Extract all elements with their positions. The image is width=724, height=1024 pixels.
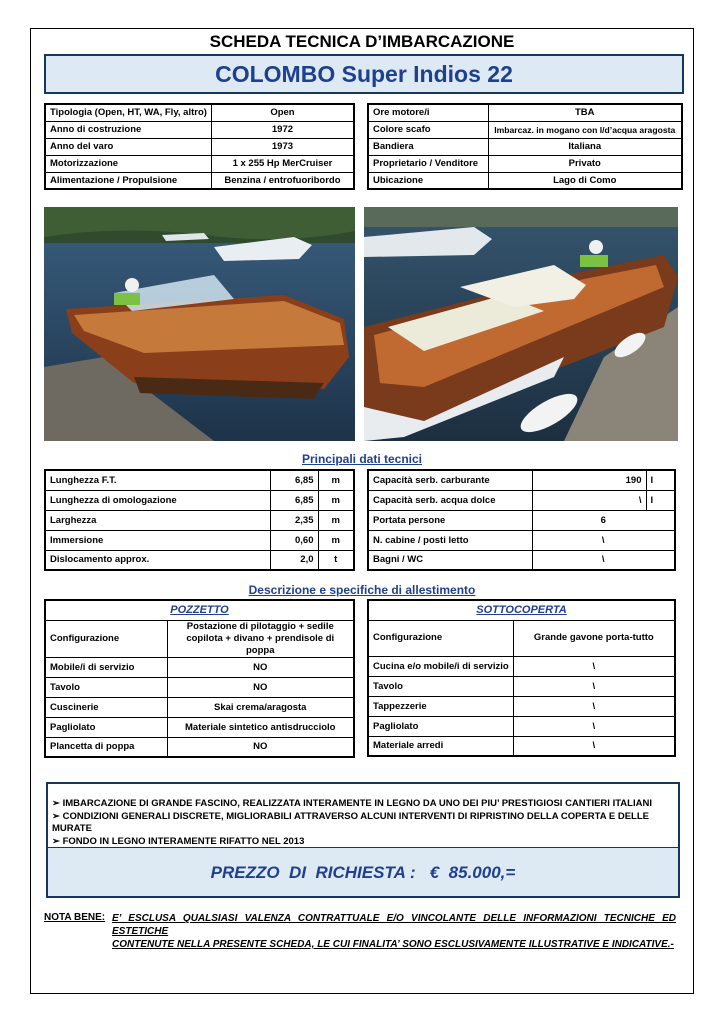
spec-row [45, 121, 354, 138]
fitout-row [368, 716, 675, 736]
note-item: ➢ IMBARCAZIONE DI GRANDE FASCINO, REALIZZATA INTERAMENTE IN LEGNO DA UNO DEI PIU’ PRESTIGIOSI CANTIERI ITALIANI [52, 798, 678, 811]
spec-label: Tipologia (Open, HT, WA, Fly, altro) [45, 104, 211, 121]
fitout-label: Configurazione [368, 620, 513, 656]
spec-value: TBA [488, 104, 682, 121]
disclaimer-label: NOTA BENE: [44, 912, 106, 923]
data-unit: m [318, 530, 354, 550]
fitout-label: Configurazione [45, 620, 167, 657]
fitout-label: Cucina e/o mobile/i di servizio [368, 656, 513, 676]
section-heading-dati-tecnici: Principali dati tecnici [301, 452, 423, 466]
spec-row [45, 138, 354, 155]
data-label: Immersione [45, 530, 270, 550]
data-row [368, 550, 675, 570]
fitout-row [45, 737, 354, 757]
data-label: Capacità serb. carburante [368, 470, 532, 490]
data-value: 6,85 [270, 490, 318, 510]
fitout-label: Pagliolato [368, 716, 513, 736]
data-unit: t [318, 550, 354, 570]
fitout-value: NO [167, 677, 354, 697]
fitout-row [45, 697, 354, 717]
spec-row [368, 138, 682, 155]
spec-label: Bandiera [368, 138, 488, 155]
spec-value: 1 x 255 Hp MerCruiser [211, 155, 354, 172]
spec-value: Benzina / entrofuoribordo [211, 172, 354, 189]
fitout-label: Plancetta di poppa [45, 737, 167, 757]
data-value: 6,85 [270, 470, 318, 490]
spec-row [368, 155, 682, 172]
fitout-value: Postazione di pilotaggio + sedile copilota + divano + prendisole di poppa [167, 620, 354, 657]
sottocoperta-table [367, 599, 676, 757]
spec-value: Imbarcaz. in mogano con l/d’acqua aragosta [488, 121, 682, 138]
data-unit: m [318, 470, 354, 490]
data-label: Lunghezza di omologazione [45, 490, 270, 510]
fitout-label: Mobile/i di servizio [45, 657, 167, 677]
fitout-label: Cuscinerie [45, 697, 167, 717]
data-value: \ [532, 530, 675, 550]
spec-row [45, 155, 354, 172]
pozzetto-caption: POZZETTO [45, 600, 354, 620]
data-row [45, 510, 354, 530]
fitout-value: NO [167, 657, 354, 677]
disclaimer-line: CONTENUTE NELLA PRESENTE SCHEDA, LE CUI FINALITA’ SONO ESCLUSIVAMENTE ILLUSTRATIVE E INDICATIVE.- [112, 939, 674, 950]
sottocoperta-caption: SOTTOCOPERTA [368, 600, 675, 620]
data-row [45, 550, 354, 570]
fitout-label: Tavolo [368, 676, 513, 696]
data-label: Larghezza [45, 510, 270, 530]
data-value: 6 [532, 510, 675, 530]
spec-value: 1972 [211, 121, 354, 138]
note-item: ➢ FONDO IN LEGNO INTERAMENTE RIFATTO NEL 2013 [52, 836, 678, 849]
data-label: Capacità serb. acqua dolce [368, 490, 532, 510]
disclaimer-line: E’ ESCLUSA QUALSIASI VALENZA CONTRATTUALE E/O VINCOLANTE DELLE INFORMAZIONI TECNICHE ED ESTETICHE [112, 913, 676, 937]
fitout-value: \ [513, 716, 675, 736]
price-band [48, 847, 678, 896]
data-value: 190 [532, 470, 646, 490]
data-label: Dislocamento approx. [45, 550, 270, 570]
pozzetto-table [44, 599, 355, 758]
spec-label: Proprietario / Venditore [368, 155, 488, 172]
spec-value: 1973 [211, 138, 354, 155]
note-item: ➢ CONDIZIONI GENERALI DISCRETE, MIGLIORABILI ATTRAVERSO ALCUNI INTERVENTI DI RIPRISTINO DELLA COPERTA E DELLE MURATE [52, 811, 678, 836]
spec-value: Lago di Como [488, 172, 682, 189]
data-label: Bagni / WC [368, 550, 532, 570]
data-label: Portata persone [368, 510, 532, 530]
general-specs-left [44, 103, 355, 190]
spec-row [45, 172, 354, 189]
notes-list [52, 798, 678, 848]
spec-label: Ubicazione [368, 172, 488, 189]
spec-row [368, 104, 682, 121]
fitout-row [368, 620, 675, 656]
data-row [45, 470, 354, 490]
general-specs-right [367, 103, 683, 190]
section-heading-allestimento: Descrizione e specifiche di allestimento [248, 583, 476, 597]
spec-row [368, 172, 682, 189]
data-unit: m [318, 510, 354, 530]
data-value: 2,0 [270, 550, 318, 570]
fitout-value: \ [513, 656, 675, 676]
data-value: 0,60 [270, 530, 318, 550]
fitout-value: Skai crema/aragosta [167, 697, 354, 717]
data-label: N. cabine / posti letto [368, 530, 532, 550]
technical-data-left [44, 469, 355, 571]
data-row [45, 490, 354, 510]
data-value: \ [532, 550, 675, 570]
notes-box [46, 782, 680, 898]
disclaimer-text [112, 912, 676, 951]
data-row [45, 530, 354, 550]
fitout-value: Materiale sintetico antisdrucciolo [167, 717, 354, 737]
spec-value: Open [211, 104, 354, 121]
spec-value: Privato [488, 155, 682, 172]
fitout-row [45, 657, 354, 677]
fitout-row [368, 696, 675, 716]
technical-data-right [367, 469, 676, 571]
spec-row [45, 104, 354, 121]
spec-value: Italiana [488, 138, 682, 155]
spec-label: Colore scafo [368, 121, 488, 138]
fitout-value: \ [513, 676, 675, 696]
spec-label: Ore motore/i [368, 104, 488, 121]
fitout-row [368, 656, 675, 676]
boat-model-title: COLOMBO Super Indios 22 [44, 54, 684, 94]
data-row [368, 530, 675, 550]
fitout-row [45, 677, 354, 697]
fitout-value: Grande gavone porta-tutto [513, 620, 675, 656]
boat-photo-left [44, 207, 355, 441]
fitout-row [45, 717, 354, 737]
boat-photo-right [364, 207, 678, 441]
spec-label: Anno del varo [45, 138, 211, 155]
spec-label: Alimentazione / Propulsione [45, 172, 211, 189]
spec-row [368, 121, 682, 138]
fitout-label: Tavolo [45, 677, 167, 697]
fitout-label: Pagliolato [45, 717, 167, 737]
data-value: 2,35 [270, 510, 318, 530]
fitout-row [45, 620, 354, 657]
data-value: \ [532, 490, 646, 510]
fitout-label: Materiale arredi [368, 736, 513, 756]
data-row [368, 510, 675, 530]
fitout-value: \ [513, 736, 675, 756]
data-row [368, 490, 675, 510]
data-unit: m [318, 490, 354, 510]
document-title: SCHEDA TECNICA D’IMBARCAZIONE [209, 32, 515, 51]
fitout-row [368, 736, 675, 756]
data-unit: l [646, 470, 675, 490]
asking-price: PREZZO DI RICHIESTA : € 85.000,= [210, 863, 516, 882]
data-row [368, 470, 675, 490]
fitout-row [368, 676, 675, 696]
spec-label: Anno di costruzione [45, 121, 211, 138]
spec-label: Motorizzazione [45, 155, 211, 172]
fitout-value: NO [167, 737, 354, 757]
fitout-label: Tappezzerie [368, 696, 513, 716]
data-label: Lunghezza F.T. [45, 470, 270, 490]
fitout-value: \ [513, 696, 675, 716]
data-unit: l [646, 490, 675, 510]
